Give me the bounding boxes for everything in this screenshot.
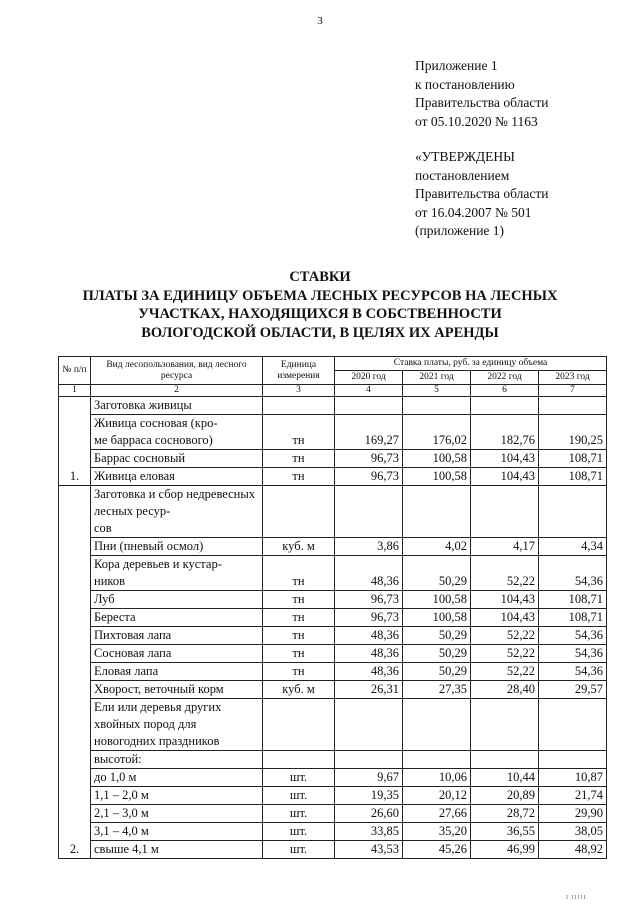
- table-row: [59, 415, 607, 450]
- rate-value: 36,55: [471, 823, 539, 841]
- table-row: [59, 468, 607, 486]
- unit-cell: тн: [263, 468, 335, 486]
- rate-value: 96,73: [335, 591, 403, 609]
- resource-name: [91, 841, 263, 859]
- table-row: [59, 627, 607, 645]
- rate-value: 45,26: [403, 841, 471, 859]
- rate-value: 100,58: [403, 609, 471, 627]
- empty-cell: [539, 397, 607, 415]
- approval-line: постановлением: [415, 167, 510, 183]
- column-number: 7: [539, 385, 607, 397]
- subheading-text-line: новогодних праздников: [94, 734, 220, 748]
- rate-value: 48,36: [335, 645, 403, 663]
- resource-name-line: Сосновая лапа: [94, 646, 172, 660]
- rate-value: 104,43: [471, 450, 539, 468]
- resource-name-line: Баррас сосновый: [94, 451, 186, 465]
- rate-value: 96,73: [335, 450, 403, 468]
- header-year: 2022 год: [471, 371, 539, 385]
- table-row: [59, 645, 607, 663]
- section-number: 1.: [59, 397, 91, 486]
- resource-name-line: ников: [94, 574, 125, 588]
- unit-cell: шт.: [263, 769, 335, 787]
- rate-value: 10,87: [539, 769, 607, 787]
- header-year: 2021 год: [403, 371, 471, 385]
- title-line: ПЛАТЫ ЗА ЕДИНИЦУ ОБЪЕМА ЛЕСНЫХ РЕСУРСОВ НА ЛЕСНЫХ: [82, 287, 558, 304]
- rate-value: 38,05: [539, 823, 607, 841]
- rate-value: 27,66: [403, 805, 471, 823]
- empty-cell: [539, 486, 607, 538]
- rate-value: 54,36: [539, 663, 607, 681]
- rate-value: 182,76: [471, 415, 539, 450]
- resource-name: [91, 468, 263, 486]
- resource-name-line: Береста: [94, 610, 136, 624]
- rate-value: 108,71: [539, 468, 607, 486]
- rate-value: 35,20: [403, 823, 471, 841]
- unit-cell: тн: [263, 645, 335, 663]
- empty-cell: [471, 397, 539, 415]
- rate-value: 46,99: [471, 841, 539, 859]
- resource-name: [91, 556, 263, 591]
- resource-name: [91, 681, 263, 699]
- header-unit: Единица измерения: [263, 357, 335, 385]
- resource-name-line: свыше 4,1 м: [94, 842, 159, 856]
- empty-cell: [335, 486, 403, 538]
- rate-value: 20,89: [471, 787, 539, 805]
- title-line: СТАВКИ: [289, 269, 351, 285]
- rate-value: 4,17: [471, 538, 539, 556]
- resource-name-line: 2,1 – 3,0 м: [94, 806, 149, 820]
- rates-table: [58, 356, 607, 859]
- table-row: [59, 823, 607, 841]
- unit-cell: тн: [263, 415, 335, 450]
- rate-value: 19,35: [335, 787, 403, 805]
- resource-name-line: до 1,0 м: [94, 770, 137, 784]
- resource-name-line: 1,1 – 2,0 м: [94, 788, 149, 802]
- column-number: 6: [471, 385, 539, 397]
- resource-name: [91, 609, 263, 627]
- empty-cell: [403, 751, 471, 769]
- rate-value: 50,29: [403, 645, 471, 663]
- resource-name: [91, 645, 263, 663]
- rate-value: 96,73: [335, 468, 403, 486]
- subheading-text-line: Ели или деревья других хвойных пород для: [94, 700, 222, 731]
- empty-cell: [263, 699, 335, 751]
- rate-value: 52,22: [471, 627, 539, 645]
- footer-mark: I IIIII: [566, 895, 587, 901]
- resource-name-line: 3,1 – 4,0 м: [94, 824, 149, 838]
- empty-cell: [403, 486, 471, 538]
- resource-name-line: Еловая лапа: [94, 664, 159, 678]
- rate-value: 48,36: [335, 663, 403, 681]
- empty-cell: [335, 751, 403, 769]
- table-row: [59, 787, 607, 805]
- rate-value: 54,36: [539, 645, 607, 663]
- rate-value: 48,92: [539, 841, 607, 859]
- rate-value: 26,60: [335, 805, 403, 823]
- unit-cell: куб. м: [263, 681, 335, 699]
- section-title-line: сов: [94, 521, 112, 535]
- table-header: [59, 357, 607, 397]
- document-title: [0, 268, 640, 342]
- unit-cell: тн: [263, 556, 335, 591]
- empty-cell: [471, 699, 539, 751]
- rate-value: 52,22: [471, 663, 539, 681]
- column-number: 3: [263, 385, 335, 397]
- rate-value: 48,36: [335, 556, 403, 591]
- rate-value: 52,22: [471, 645, 539, 663]
- section-title-line: Заготовка и сбор недревесных лесных ресур-: [94, 487, 256, 518]
- rate-value: 54,36: [539, 556, 607, 591]
- header-number: № п/п: [59, 357, 91, 385]
- rate-value: 50,29: [403, 663, 471, 681]
- resource-name: [91, 415, 263, 450]
- empty-cell: [539, 699, 607, 751]
- resource-name-line: Живица еловая: [94, 469, 175, 483]
- unit-cell: тн: [263, 591, 335, 609]
- table-row: [59, 591, 607, 609]
- rate-value: 100,58: [403, 591, 471, 609]
- subheading-row: [59, 751, 607, 769]
- unit-cell: шт.: [263, 823, 335, 841]
- unit-cell: тн: [263, 663, 335, 681]
- unit-cell: тн: [263, 609, 335, 627]
- column-number: 1: [59, 385, 91, 397]
- section-row: [59, 397, 607, 415]
- resource-name: [91, 823, 263, 841]
- subheading-text: [91, 699, 263, 751]
- column-number: 4: [335, 385, 403, 397]
- empty-cell: [471, 751, 539, 769]
- resource-name: [91, 538, 263, 556]
- resource-name: [91, 769, 263, 787]
- unit-cell: шт.: [263, 841, 335, 859]
- resource-name-line: Живица сосновая (кро-: [94, 416, 218, 430]
- unit-cell: куб. м: [263, 538, 335, 556]
- rate-value: 52,22: [471, 556, 539, 591]
- rate-value: 20,12: [403, 787, 471, 805]
- approval-note: [415, 148, 548, 241]
- rate-value: 28,72: [471, 805, 539, 823]
- rate-value: 96,73: [335, 609, 403, 627]
- unit-cell: шт.: [263, 787, 335, 805]
- resource-name: [91, 450, 263, 468]
- header-rate: Ставка платы, руб. за единицу объема: [335, 357, 607, 371]
- empty-cell: [335, 699, 403, 751]
- resource-name: [91, 663, 263, 681]
- resource-name: [91, 627, 263, 645]
- empty-cell: [263, 486, 335, 538]
- section-row: [59, 486, 607, 538]
- rate-value: 108,71: [539, 591, 607, 609]
- empty-cell: [471, 486, 539, 538]
- height-label: высотой:: [91, 751, 263, 769]
- resource-name: [91, 787, 263, 805]
- subheading-row: [59, 699, 607, 751]
- rate-value: 190,25: [539, 415, 607, 450]
- approval-line: от 16.04.2007 № 501: [415, 204, 532, 220]
- rate-value: 54,36: [539, 627, 607, 645]
- rate-value: 3,86: [335, 538, 403, 556]
- resource-name: [91, 591, 263, 609]
- rate-value: 100,58: [403, 468, 471, 486]
- rate-value: 50,29: [403, 556, 471, 591]
- header-year: 2020 год: [335, 371, 403, 385]
- rate-value: 27,35: [403, 681, 471, 699]
- rate-value: 104,43: [471, 609, 539, 627]
- appendix-line: к постановлению: [415, 76, 515, 92]
- title-line: ВОЛОГОДСКОЙ ОБЛАСТИ, В ЦЕЛЯХ ИХ АРЕНДЫ: [141, 324, 499, 341]
- empty-cell: [403, 397, 471, 415]
- table-row: [59, 609, 607, 627]
- table-row: [59, 450, 607, 468]
- resource-name-line: Хворост, веточный корм: [94, 682, 224, 696]
- table-row: [59, 663, 607, 681]
- resource-name-line: ме барраса соснового): [94, 433, 213, 447]
- header-resource-type: Вид лесопользования, вид лесного ресурса: [91, 357, 263, 385]
- table-row: [59, 805, 607, 823]
- approval-line: (приложение 1): [415, 223, 505, 238]
- rate-value: 50,29: [403, 627, 471, 645]
- page-number: 3: [317, 15, 323, 27]
- header-year: 2023 год: [539, 371, 607, 385]
- section-title: [91, 486, 263, 538]
- table-row: [59, 681, 607, 699]
- empty-cell: [263, 751, 335, 769]
- rate-value: 26,31: [335, 681, 403, 699]
- rate-value: 104,43: [471, 468, 539, 486]
- section-title: [91, 397, 263, 415]
- resource-name: [91, 805, 263, 823]
- table-row: [59, 841, 607, 859]
- unit-cell: тн: [263, 627, 335, 645]
- rate-value: 29,90: [539, 805, 607, 823]
- empty-cell: [335, 397, 403, 415]
- table-row: [59, 538, 607, 556]
- table-row: [59, 556, 607, 591]
- column-number: 5: [403, 385, 471, 397]
- empty-cell: [539, 751, 607, 769]
- rate-value: 4,34: [539, 538, 607, 556]
- rate-value: 176,02: [403, 415, 471, 450]
- unit-cell: тн: [263, 450, 335, 468]
- rate-value: 33,85: [335, 823, 403, 841]
- rate-value: 10,44: [471, 769, 539, 787]
- rate-value: 28,40: [471, 681, 539, 699]
- appendix-line: Приложение 1: [415, 58, 498, 73]
- rate-value: 9,67: [335, 769, 403, 787]
- table-row: [59, 769, 607, 787]
- appendix-note: [415, 57, 548, 131]
- resource-name-line: Пни (пневый осмол): [94, 539, 204, 553]
- resource-name-line: Пихтовая лапа: [94, 628, 172, 642]
- appendix-line: Правительства области: [415, 95, 549, 110]
- section-title-line: Заготовка живицы: [94, 398, 192, 412]
- rate-value: 169,27: [335, 415, 403, 450]
- resource-name-line: Луб: [94, 592, 115, 606]
- title-line: УЧАСТКАХ, НАХОДЯЩИХСЯ В СОБСТВЕННОСТИ: [138, 306, 502, 322]
- rate-value: 10,06: [403, 769, 471, 787]
- unit-cell: шт.: [263, 805, 335, 823]
- empty-cell: [263, 397, 335, 415]
- rate-value: 43,53: [335, 841, 403, 859]
- appendix-line: от 05.10.2020 № 1163: [415, 113, 538, 129]
- rate-value: 108,71: [539, 450, 607, 468]
- approval-line: Правительства области: [415, 186, 549, 201]
- rate-value: 104,43: [471, 591, 539, 609]
- approval-line: «УТВЕРЖДЕНЫ: [415, 149, 515, 164]
- rate-value: 29,57: [539, 681, 607, 699]
- resource-name-line: Кора деревьев и кустар-: [94, 557, 222, 571]
- rate-value: 100,58: [403, 450, 471, 468]
- section-number: 2.: [59, 486, 91, 859]
- rate-value: 48,36: [335, 627, 403, 645]
- table-body: [59, 397, 607, 859]
- rate-value: 21,74: [539, 787, 607, 805]
- column-number: 2: [91, 385, 263, 397]
- empty-cell: [403, 699, 471, 751]
- rate-value: 108,71: [539, 609, 607, 627]
- rate-value: 4,02: [403, 538, 471, 556]
